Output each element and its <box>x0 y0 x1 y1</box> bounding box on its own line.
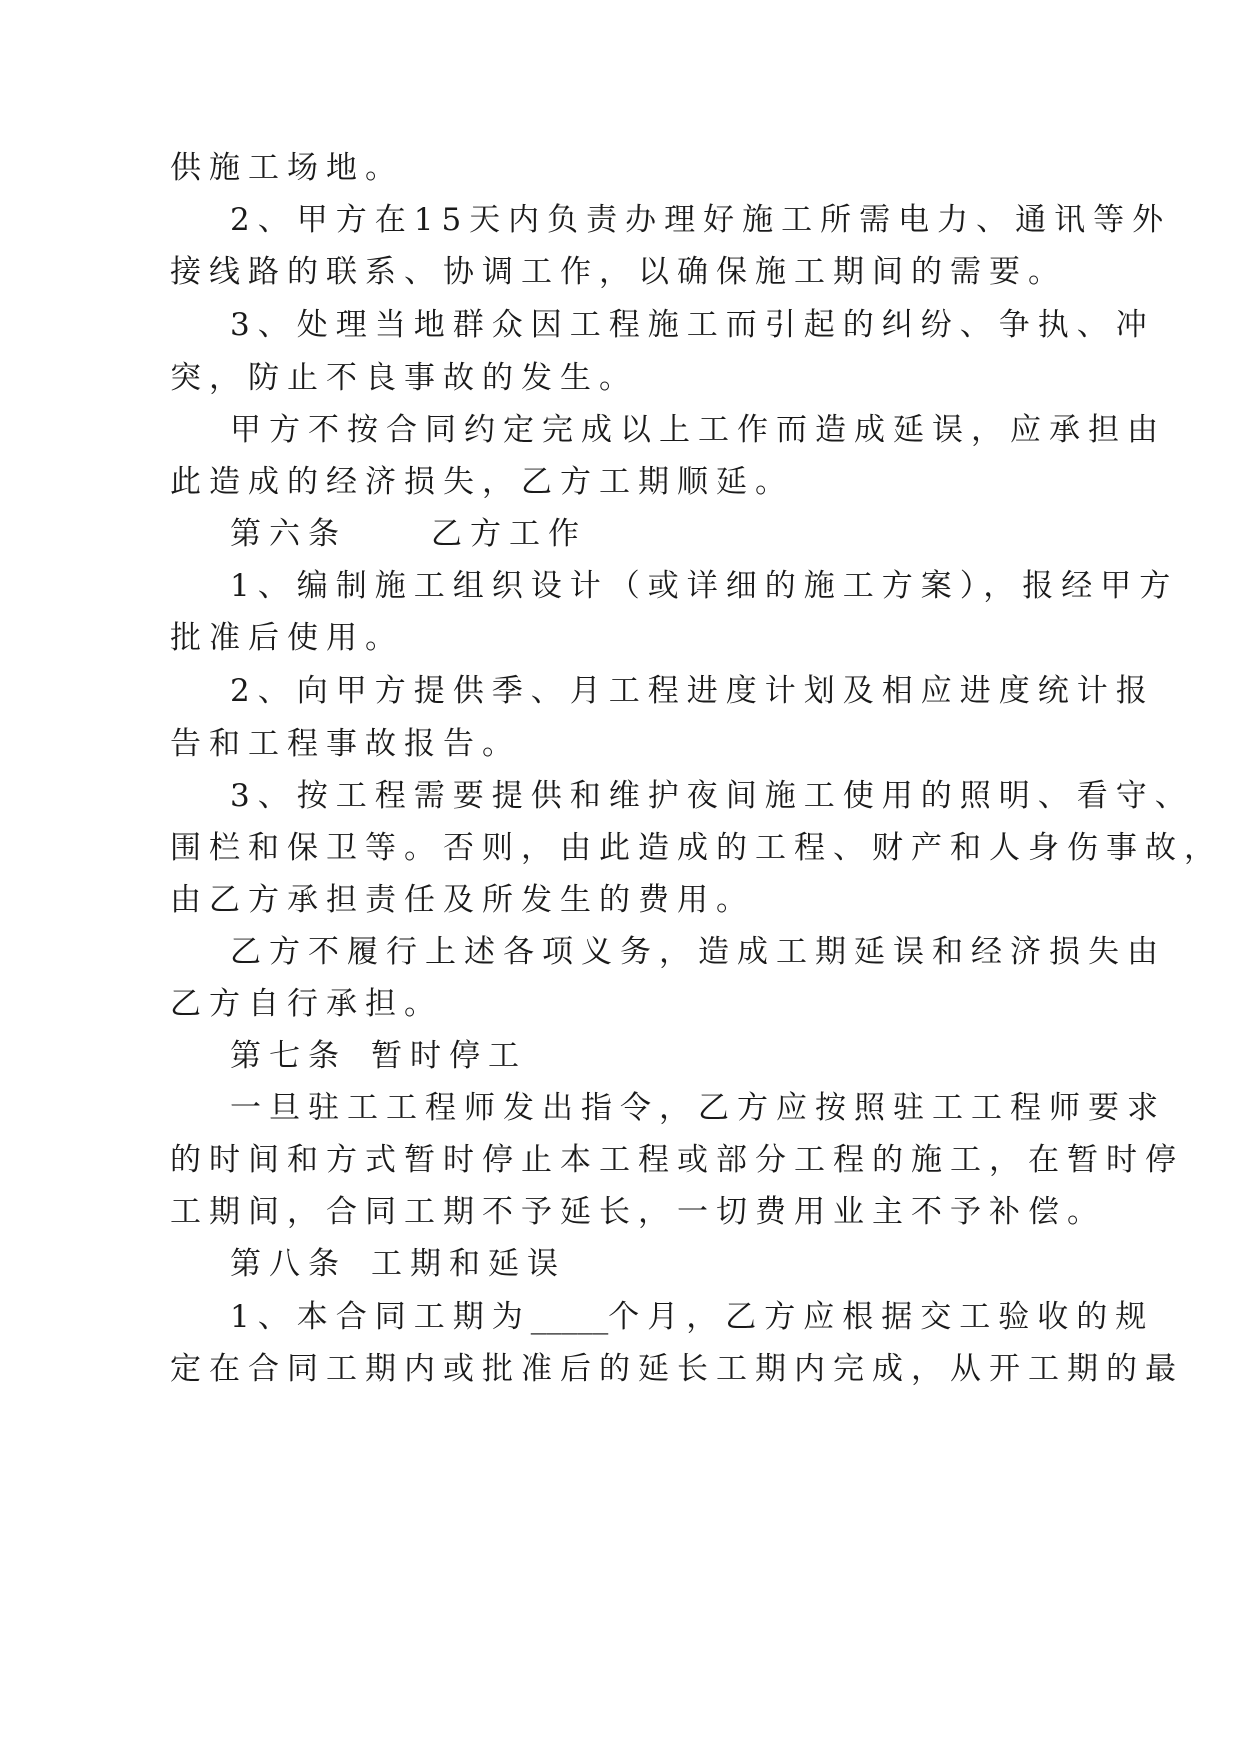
paragraph-line: 乙方不履行上述各项义务，造成工期延误和经济损失由 <box>230 934 1166 970</box>
clause-text: 1、本合同工期为 <box>230 1299 531 1335</box>
paragraph-line: 的时间和方式暂时停止本工程或部分工程的施工，在暂时停 <box>170 1142 1184 1178</box>
article-heading <box>230 1244 566 1284</box>
paragraph-line: 2、向甲方提供季、月工程进度计划及相应进度统计报 <box>230 673 1155 709</box>
paragraph-line: 批准后使用。 <box>170 620 404 656</box>
paragraph-line: 甲方不按合同约定完成以上工作而造成延误，应承担由 <box>230 412 1166 448</box>
paragraph-line: 接线路的联系、协调工作，以确保施工期间的需要。 <box>170 254 1067 290</box>
paragraph-line: 乙方自行承担。 <box>170 986 443 1022</box>
paragraph-line: 3、处理当地群众因工程施工而引起的纠纷、争执、冲 <box>230 307 1155 343</box>
article-title: 乙方工作 <box>431 516 587 552</box>
paragraph-line <box>230 1297 1154 1337</box>
fill-in-blank: _____ <box>530 1299 609 1335</box>
article-number: 第七条 <box>230 1038 347 1074</box>
paragraph-line: 由乙方承担责任及所发生的费用。 <box>170 882 755 918</box>
paragraph-line: 一旦驻工工程师发出指令，乙方应按照驻工工程师要求 <box>230 1090 1166 1126</box>
article-heading <box>230 1036 527 1076</box>
article-heading <box>230 514 587 554</box>
paragraph-line: 工期间，合同工期不予延长，一切费用业主不予补偿。 <box>170 1194 1106 1230</box>
paragraph-line: 3、按工程需要提供和维护夜间施工使用的照明、看守、 <box>230 778 1194 814</box>
paragraph-line: 1、编制施工组织设计（或详细的施工方案），报经甲方 <box>230 568 1179 604</box>
article-number: 第六条 <box>230 516 347 552</box>
paragraph-line: 2、甲方在15天内负责办理好施工所需电力、通讯等外 <box>230 202 1172 238</box>
article-number: 第八条 <box>230 1246 347 1282</box>
clause-text: 个月，乙方应根据交工验收的规 <box>608 1299 1155 1335</box>
article-title: 暂时停工 <box>371 1038 527 1074</box>
paragraph-line: 此造成的经济损失，乙方工期顺延。 <box>170 464 794 500</box>
paragraph-line: 告和工程事故报告。 <box>170 726 521 762</box>
paragraph-line: 突，防止不良事故的发生。 <box>170 360 638 396</box>
article-title: 工期和延误 <box>371 1246 566 1282</box>
paragraph-line: 围栏和保卫等。否则，由此造成的工程、财产和人身伤事故， <box>170 830 1223 866</box>
paragraph-line: 供施工场地。 <box>170 150 404 186</box>
paragraph-line: 定在合同工期内或批准后的延长工期内完成，从开工期的最 <box>170 1351 1184 1387</box>
